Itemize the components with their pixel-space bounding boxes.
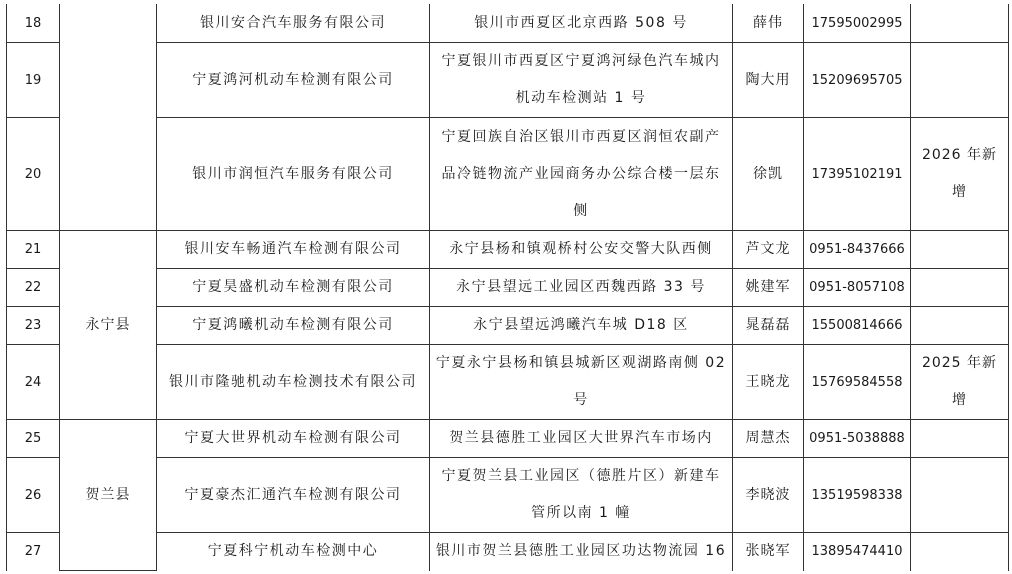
address: 永宁县杨和镇观桥村公安交警大队西侧 [430,231,733,269]
phone-number: 15209695705 [804,43,911,118]
address: 永宁县望远工业园区西魏西路 33 号 [430,269,733,307]
phone-number: 17395102191 [804,118,911,231]
table-row [7,458,1009,533]
row-number: 20 [7,118,60,231]
row-number: 18 [7,5,60,43]
table-row [7,118,1009,231]
row-number: 27 [7,533,60,571]
table-row [7,307,1009,345]
phone-number: 15769584558 [804,345,911,420]
phone-number: 17595002995 [804,5,911,43]
row-number: 22 [7,269,60,307]
note: 2026 年新增 [911,118,1009,231]
address: 宁夏回族自治区银川市西夏区润恒农副产品冷链物流产业园商务办公综合楼一层东侧 [430,118,733,231]
company-name: 宁夏科宁机动车检测中心 [157,533,430,571]
note [911,5,1009,43]
address: 宁夏永宁县杨和镇县城新区观湖路南侧 02 号 [430,345,733,420]
company-name: 宁夏鸿曦机动车检测有限公司 [157,307,430,345]
company-name: 银川市润恒汽车服务有限公司 [157,118,430,231]
contact-person: 陶大用 [733,43,804,118]
district-yongning: 永宁县 [60,231,157,420]
contact-person: 王晓龙 [733,345,804,420]
table-row [7,533,1009,571]
note [911,458,1009,533]
contact-person: 薛伟 [733,5,804,43]
note [911,533,1009,571]
note [911,43,1009,118]
note: 2025 年新增 [911,345,1009,420]
company-name: 宁夏大世界机动车检测有限公司 [157,420,430,458]
address: 贺兰县德胜工业园区大世界汽车市场内 [430,420,733,458]
note [911,307,1009,345]
contact-person: 张晓军 [733,533,804,571]
contact-person: 李晓波 [733,458,804,533]
row-number: 19 [7,43,60,118]
district-helan: 贺兰县 [60,420,157,571]
address: 银川市西夏区北京西路 508 号 [430,5,733,43]
phone-number: 0951-8437666 [804,231,911,269]
contact-person: 徐凯 [733,118,804,231]
row-number: 25 [7,420,60,458]
table-row [7,43,1009,118]
phone-number: 0951-5038888 [804,420,911,458]
contact-person: 姚建军 [733,269,804,307]
table-row [7,5,1009,43]
table-row [7,231,1009,269]
company-name: 宁夏鸿河机动车检测有限公司 [157,43,430,118]
note [911,231,1009,269]
phone-number: 15500814666 [804,307,911,345]
row-number: 26 [7,458,60,533]
row-number: 21 [7,231,60,269]
company-name: 宁夏昊盛机动车检测有限公司 [157,269,430,307]
row-number: 23 [7,307,60,345]
address: 宁夏银川市西夏区宁夏鸿河绿色汽车城内机动车检测站 1 号 [430,43,733,118]
company-name: 宁夏豪杰汇通汽车检测有限公司 [157,458,430,533]
address: 永宁县望远鸿曦汽车城 D18 区 [430,307,733,345]
phone-number: 13895474410 [804,533,911,571]
phone-number: 0951-8057108 [804,269,911,307]
table-row [7,345,1009,420]
table-row [7,269,1009,307]
phone-number: 13519598338 [804,458,911,533]
company-roster-table [6,4,1009,571]
table-row [7,420,1009,458]
contact-person: 晁磊磊 [733,307,804,345]
note [911,420,1009,458]
contact-person: 周慧杰 [733,420,804,458]
district-cell [60,5,157,231]
row-number: 24 [7,345,60,420]
note [911,269,1009,307]
contact-person: 芦文龙 [733,231,804,269]
address: 宁夏贺兰县工业园区（德胜片区）新建车管所以南 1 幢 [430,458,733,533]
company-name: 银川安合汽车服务有限公司 [157,5,430,43]
company-name: 银川市隆驰机动车检测技术有限公司 [157,345,430,420]
company-name: 银川安车畅通汽车检测有限公司 [157,231,430,269]
address: 银川市贺兰县德胜工业园区功达物流园 16 [430,533,733,571]
